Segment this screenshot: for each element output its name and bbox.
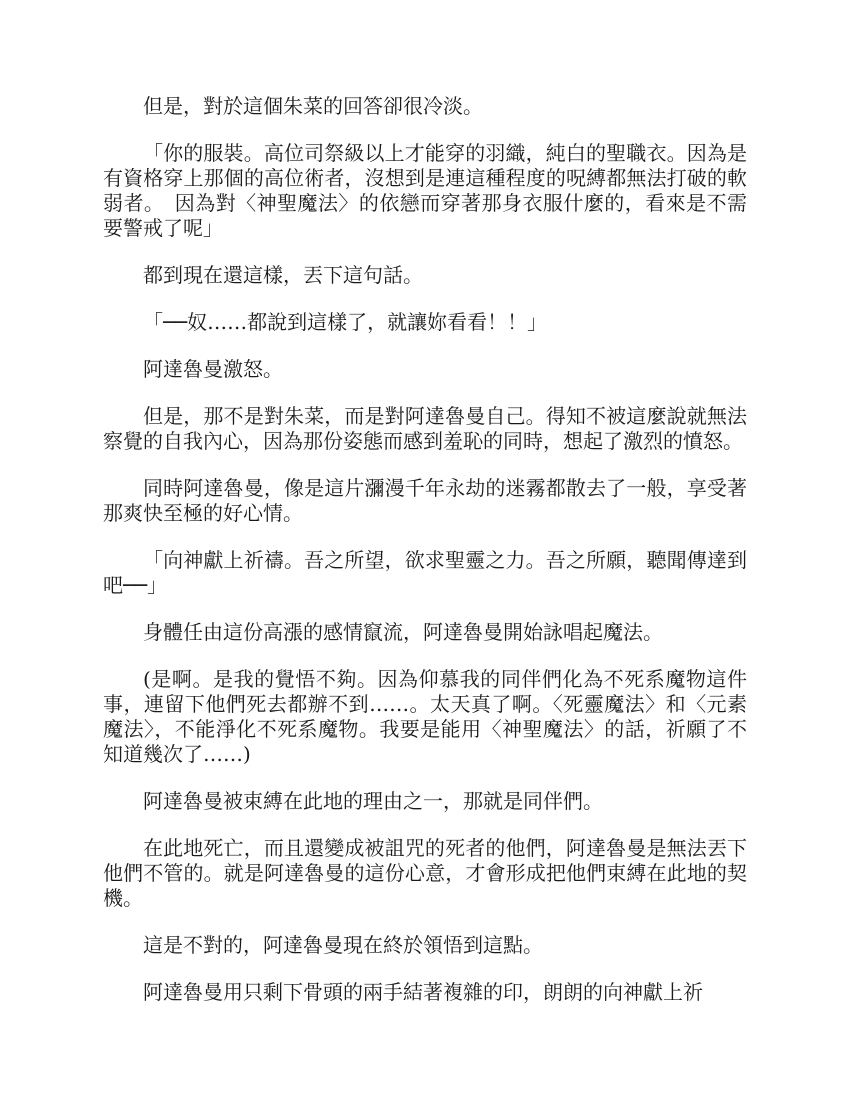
paragraph: 阿達魯曼激怒。: [143, 357, 283, 381]
paragraph: 「你的服裝。高位司祭級以上才能穿的羽織，純白的聖職衣。因為是有資格穿上那個的高位術者，沒想到是連這種程度的呪縛都無法打破的軟弱者。 因為對〈神聖魔法〉的依戀而穿著那身衣服什麼的，看來是不需要警戒了呢」: [103, 141, 747, 240]
paragraph: 在此地死亡，而且還變成被詛咒的死者的他們，阿達魯曼是無法丟下他們不管的。就是阿達魯曼的這份心意，才會形成把他們束縛在此地的契機。: [103, 836, 747, 910]
paragraph: 「──奴……都說到這樣了，就讓妳看看！！」: [143, 310, 548, 334]
paragraph: 但是，對於這個朱菜的回答卻很冷淡。: [143, 94, 483, 118]
paragraph: 但是，那不是對朱菜，而是對阿達魯曼自己。得知不被這麼說就無法察覺的自我內心，因為那份姿態而感到羞恥的同時，想起了激烈的憤怒。: [103, 404, 747, 453]
paragraph: 同時阿達魯曼，像是這片瀰漫千年永劫的迷霧都散去了一般，享受著那爽快至極的好心情。: [103, 476, 747, 525]
paragraph: 「向神獻上祈禱。吾之所望，欲求聖靈之力。吾之所願，聽聞傳達到吧──」: [103, 548, 747, 597]
paragraph: 都到現在還這樣，丟下這句話。: [143, 263, 423, 287]
paragraph: 身體任由這份高漲的感情竄流，阿達魯曼開始詠唱起魔法。: [143, 620, 663, 644]
paragraph: 這是不對的，阿達魯曼現在終於領悟到這點。: [143, 933, 543, 957]
paragraph: 阿達魯曼用只剩下骨頭的兩手結著複雜的印，朗朗的向神獻上祈: [143, 980, 703, 1004]
paragraph: 阿達魯曼被束縛在此地的理由之一，那就是同伴們。: [143, 789, 603, 813]
paragraph: (是啊。是我的覺悟不夠。因為仰慕我的同伴們化為不死系魔物這件事，連留下他們死去都辦不到……。太天真了啊。〈死靈魔法〉和〈元素魔法〉，不能淨化不死系魔物。我要是能用〈神聖魔法〉的話，祈願了不知道幾次了……): [103, 667, 747, 766]
body-text: [103, 94, 747, 1027]
